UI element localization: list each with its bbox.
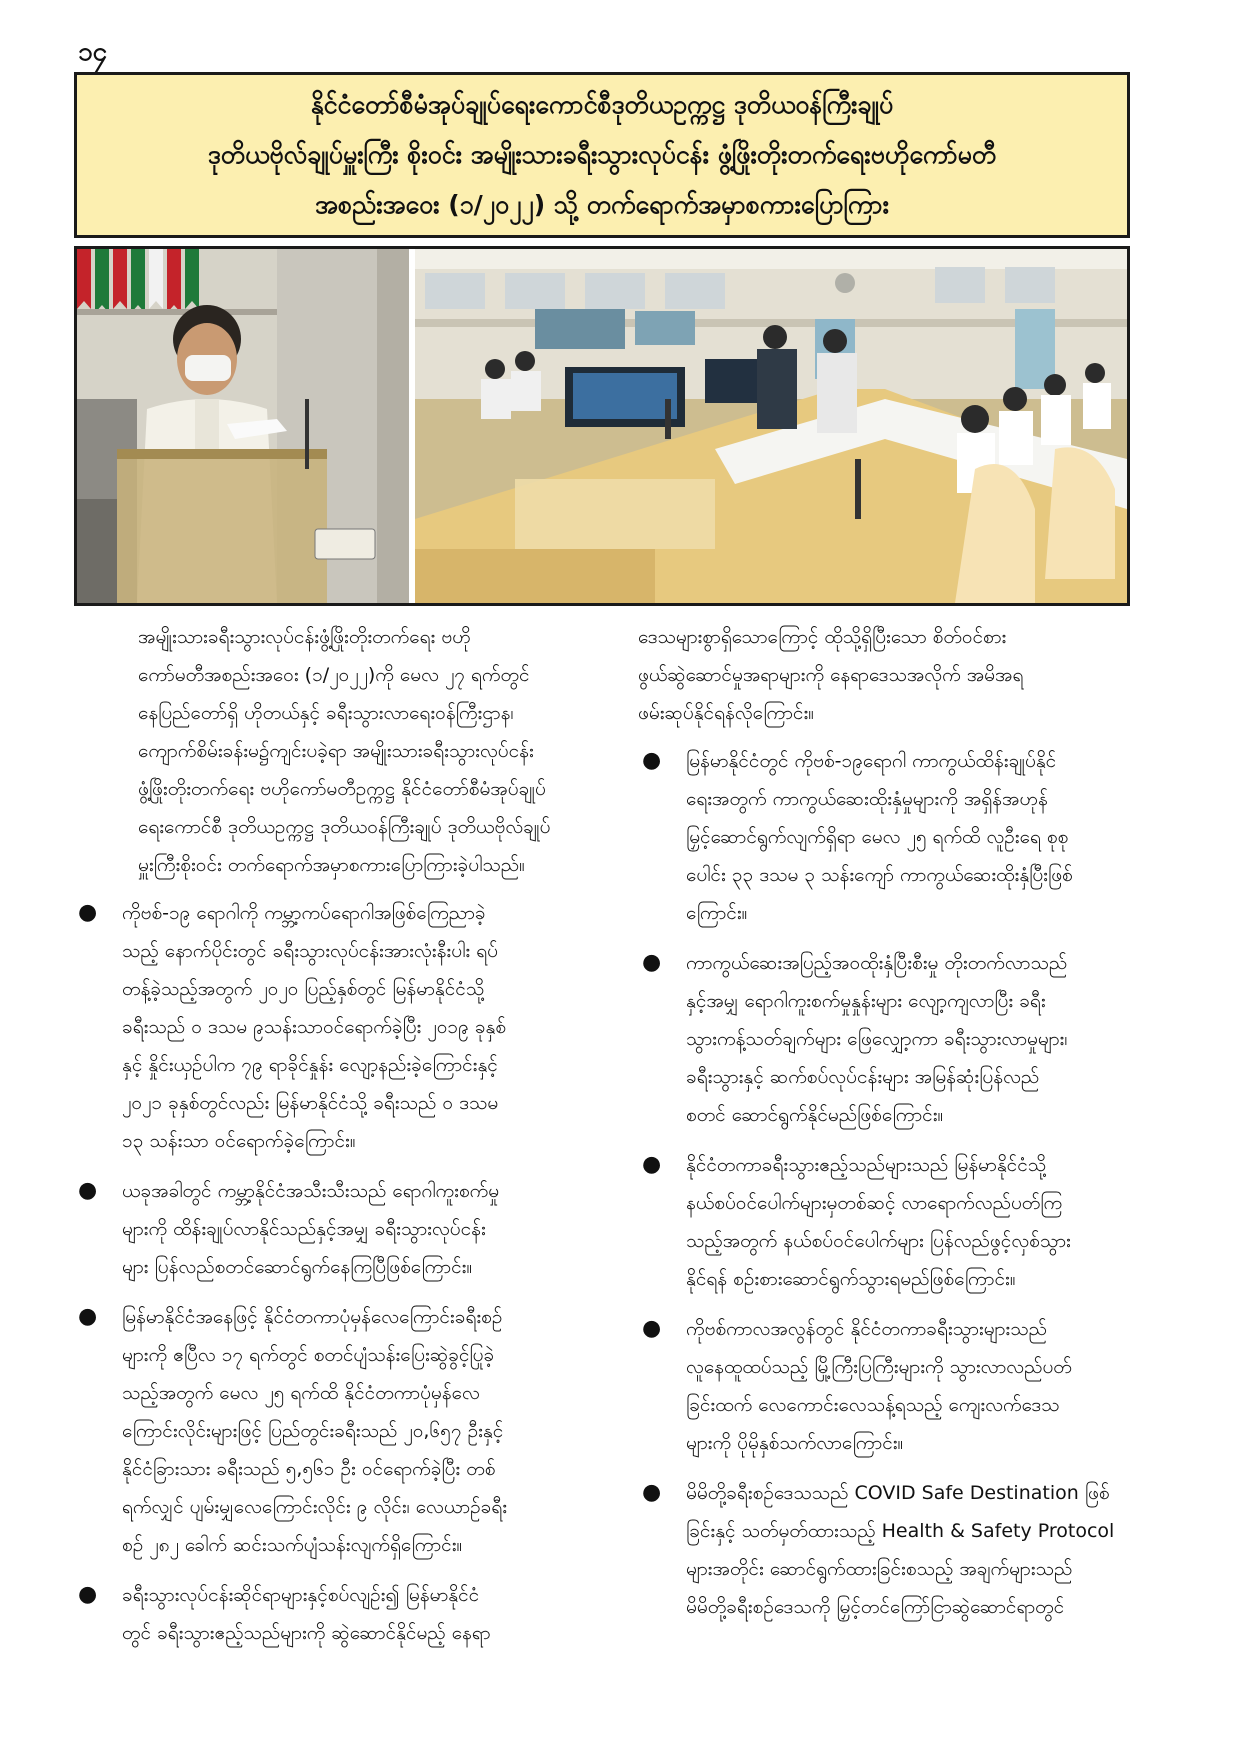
bullet-line: ကာကွယ်ဆေးအပြည့်အဝထိုးနှံပြီးစီးမှု တိုးတက်လာသည် xyxy=(686,952,1068,974)
bullet-line: ကိုဗစ်ကာလအလွန်တွင် နိုင်ငံတကာခရီးသွားများသည် xyxy=(686,1318,1047,1340)
intro-line: နေပြည်တော်ရှိ ဟိုတယ်နှင့် ခရီးသွားလာရေးဝန်ကြီးဌာန၊ xyxy=(138,702,514,724)
bullet-line: ခြင်းနှင့် သတ်မှတ်ထားသည့် Health & Safety Protocol xyxy=(686,1520,1115,1542)
bullet-item xyxy=(638,1146,1160,1298)
bullet-dot-icon: ● xyxy=(78,1178,98,1203)
bullet-line: သည့်အတွက် နယ်စပ်ဝင်ပေါက်များ ပြန်လည်ဖွင့်လှစ်သွား xyxy=(686,1230,1071,1252)
bullet-line: နိုင်ငံတကာခရီးသွားဧည့်သည်များသည် မြန်မာနိုင်ငံသို့ xyxy=(686,1154,1047,1176)
headline-line-3: အစည်းအဝေး (၁/၂၀၂၂) သို့ တက်ရောက်အမှာစကားပြောကြား xyxy=(315,190,889,219)
continuation-paragraph xyxy=(638,618,1160,732)
bullet-line: မိမိတို့ခရီးစဉ်ဒေသကို မြှင့်တင်ကြော်ငြာဆွဲဆောင်ရာတွင် xyxy=(686,1596,1065,1618)
bullet-line: ခရီးသွားနှင့် ဆက်စပ်လုပ်ငန်းများ အမြန်ဆုံးပြန်လည် xyxy=(686,1066,1040,1088)
meeting-hall-illustration xyxy=(415,249,1127,603)
bullet-line: မြန်မာနိုင်ငံအနေဖြင့် နိုင်ငံတကာပုံမှန်လေကြောင်းခရီးစဉ် xyxy=(122,1306,503,1328)
bullet-line: နှင့်အမျှ ရောဂါကူးစက်မှုနှုန်းများ လျော့ကျလာပြီး ခရီး xyxy=(686,990,1046,1012)
left-column xyxy=(74,618,604,1664)
bullet-line: နိုင်ငံခြားသား ခရီးသည် ၅,၅၆၁ ဦး ဝင်ရောက်ခဲ့ပြီး တစ် xyxy=(122,1458,496,1480)
bullet-dot-icon: ● xyxy=(642,950,662,975)
bullet-line: မြန်မာနိုင်ငံတွင် ကိုဗစ်-၁၉ရောဂါ ကာကွယ်ထိန်းချုပ်နိုင် xyxy=(686,750,1057,772)
bullet-dot-icon: ● xyxy=(642,1316,662,1341)
bullet-dot-icon: ● xyxy=(642,1152,662,1177)
intro-line: ကျောက်စိမ်းခန်းမ၌ကျင်းပခဲ့ရာ အမျိုးသားခရီးသွားလုပ်ငန်း xyxy=(138,740,534,762)
bullet-line: သွားကန့်သတ်ချက်များ ဖြေလျှော့ကာ ခရီးသွားလာမှုများ၊ xyxy=(686,1028,1068,1050)
bullet-dot-icon: ● xyxy=(78,900,98,925)
continuation-line: ဖွယ်ဆွဲဆောင်မှုအရာများကို နေရာဒေသအလိုက် အမိအရ xyxy=(638,664,1024,686)
intro-paragraph xyxy=(74,618,604,884)
bullet-line: ကြောင်းလိုင်းများဖြင့် ပြည်တွင်းခရီးသည် ၂၀,၆၅၇ ဦးနှင့် xyxy=(122,1420,504,1442)
bullet-line: ကြောင်း။ xyxy=(686,902,748,924)
bullet-line: များအတိုင်း ဆောင်ရွက်ထားခြင်းစသည့် အချက်များသည် xyxy=(686,1558,1073,1580)
bullet-line: ယခုအခါတွင် ကမ္ဘာ့နိုင်ငံအသီးသီးသည် ရောဂါကူးစက်မှု xyxy=(122,1180,500,1202)
intro-line: ရေးကောင်စီ ဒုတိယဥက္ကဋ္ဌ ဒုတိယဝန်ကြီးချုပ် ဒုတိယဗိုလ်ချုပ် xyxy=(138,816,551,838)
headline-box xyxy=(74,72,1130,238)
bullet-dot-icon: ● xyxy=(642,748,662,773)
bullet-line: များကို ထိန်းချုပ်လာနိုင်သည်နှင့်အမျှ ခရီးသွားလုပ်ငန်း xyxy=(122,1218,486,1240)
bullet-line: နှင့် နှိုင်းယှဉ်ပါက ၇၉ ရာခိုင်နှုန်း လျော့နည်းခဲ့ကြောင်းနှင့် xyxy=(122,1054,498,1076)
intro-line: ကော်မတီအစည်းအဝေး (၁/၂၀၂၂)ကို မေလ ၂၇ ရက်တွင် xyxy=(138,664,530,686)
bullet-item xyxy=(74,1298,604,1564)
bullet-dot-icon: ● xyxy=(78,1582,98,1607)
bullet-line: နယ်စပ်ဝင်ပေါက်များမှတစ်ဆင့် လာရောက်လည်ပတ်ကြ xyxy=(686,1192,1063,1214)
speaker-photo-illustration xyxy=(77,249,409,603)
bullet-line: မိမိတို့ခရီးစဉ်ဒေသသည် COVID Safe Destination ဖြစ် xyxy=(686,1482,1110,1504)
meeting-hall-photo xyxy=(415,249,1127,603)
bullet-line: များကို ဧပြီလ ၁၇ ရက်တွင် စတင်ပျံသန်းပြေးဆွဲခွင့်ပြုခဲ့ xyxy=(122,1344,495,1366)
bullet-line: ၂၀၂၁ ခုနှစ်တွင်လည်း မြန်မာနိုင်ငံသို့ ခရီးသည် ၀ ဒသမ xyxy=(122,1092,499,1114)
bullet-line: ခရီးသည် ၀ ဒသမ ၉သန်းသာဝင်ရောက်ခဲ့ပြီး ၂၀၁၉ ခုနှစ် xyxy=(122,1016,507,1038)
continuation-line: ဒေသများစွာရှိသောကြောင့် ထိုသို့ရှိပြီးသော စိတ်ဝင်စား xyxy=(638,626,1007,648)
bullet-item xyxy=(74,894,604,1160)
bullet-line: ကိုဗစ်-၁၉ ရောဂါကို ကမ္ဘာ့ကပ်ရောဂါအဖြစ်ကြေညာခဲ့ xyxy=(122,902,486,924)
photo-collage xyxy=(74,246,1130,606)
bullet-item xyxy=(638,742,1160,932)
bullet-dot-icon: ● xyxy=(642,1480,662,1505)
bullet-item xyxy=(638,1474,1160,1626)
intro-line: မှူးကြီးစိုးဝင်း တက်ရောက်အမှာစကားပြောကြားခဲ့ပါသည်။ xyxy=(138,854,525,876)
intro-line: ဖွံ့ဖြိုးတိုးတက်ရေး ဗဟိုကော်မတီဥက္ကဋ္ဌ နိုင်ငံတော်စီမံအုပ်ချုပ် xyxy=(138,778,546,800)
continuation-line: ဖမ်းဆုပ်နိုင်ရန်လိုကြောင်း။ xyxy=(638,702,815,724)
bullet-line: နိုင်ရန် စဉ်းစားဆောင်ရွက်သွားရမည်ဖြစ်ကြောင်း။ xyxy=(686,1268,1016,1290)
bullet-line: စတင် ဆောင်ရွက်နိုင်မည်ဖြစ်ကြောင်း။ xyxy=(686,1104,944,1126)
bullet-line: များကို ပိုမိုနှစ်သက်လာကြောင်း။ xyxy=(686,1432,904,1454)
bullet-item xyxy=(638,944,1160,1134)
speaker-photo xyxy=(77,249,409,603)
bullet-dot-icon: ● xyxy=(78,1304,98,1329)
right-column xyxy=(638,618,1160,1638)
bullet-line: စဉ် ၂၈၂ ခေါက် ဆင်းသက်ပျံသန်းလျက်ရှိကြောင်း။ xyxy=(122,1534,463,1556)
bullet-line: တွင် ခရီးသွားဧည့်သည်များကို ဆွဲဆောင်နိုင်မည့် နေရာ xyxy=(122,1622,491,1644)
headline-line-1: နိုင်ငံတော်စီမံအုပ်ချုပ်ရေးကောင်စီဒုတိယဥက္ကဋ္ဌ ဒုတိယဝန်ကြီးချုပ် xyxy=(310,90,894,119)
bullet-line: လူနေထူထပ်သည့် မြို့ကြီးပြကြီးများကို သွားလာလည်ပတ် xyxy=(686,1356,1072,1378)
bullet-line: သည့် နောက်ပိုင်းတွင် ခရီးသွားလုပ်ငန်းအားလုံးနီးပါး ရပ် xyxy=(122,940,498,962)
bullet-line: များ ပြန်လည်စတင်ဆောင်ရွက်နေကြပြီဖြစ်ကြောင်း။ xyxy=(122,1256,473,1278)
page-number: ၁၄ xyxy=(78,37,108,67)
bullet-line: ရေးအတွက် ကာကွယ်ဆေးထိုးနှံမှုများကို အရှိန်အဟုန် xyxy=(686,788,1048,810)
bullet-item xyxy=(638,1310,1160,1462)
bullet-line: ခြင်းထက် လေကောင်းလေသန့်ရသည့် ကျေးလက်ဒေသ xyxy=(686,1394,1060,1416)
bullet-line: သည့်အတွက် မေလ ၂၅ ရက်ထိ နိုင်ငံတကာပုံမှန်လေ xyxy=(122,1382,480,1404)
bullet-item xyxy=(74,1576,604,1652)
headline-line-2: ဒုတိယဗိုလ်ချုပ်မှူးကြီး စိုးဝင်း အမျိုးသားခရီးသွားလုပ်ငန်း ဖွံ့ဖြိုးတိုးတက်ရေးဗဟိုကော်မတီ xyxy=(207,140,997,169)
bullet-item xyxy=(74,1172,604,1286)
bullet-line: ရက်လျှင် ပျမ်းမျှလေကြောင်းလိုင်း ၉ လိုင်း၊ လေယာဉ်ခရီး xyxy=(122,1496,508,1518)
bullet-line: တန့်ခဲ့သည့်အတွက် ၂၀၂၀ ပြည့်နှစ်တွင် မြန်မာနိုင်ငံသို့ xyxy=(122,978,485,1000)
bullet-line: ခရီးသွားလုပ်ငန်းဆိုင်ရာများနှင့်စပ်လျဉ်း၍ မြန်မာနိုင်ငံ xyxy=(122,1584,480,1606)
bullet-line: ၁၃ သန်းသာ ဝင်ရောက်ခဲ့ကြောင်း။ xyxy=(122,1130,356,1152)
bullet-line: မြှင့်ဆောင်ရွက်လျက်ရှိရာ မေလ ၂၅ ရက်ထိ လူဦးရေ စုစု xyxy=(686,826,1069,848)
bullet-line: ပေါင်း ၃၃ ဒသမ ၃ သန်းကျော် ကာကွယ်ဆေးထိုးနှံပြီးဖြစ် xyxy=(686,864,1073,886)
intro-line: အမျိုးသားခရီးသွားလုပ်ငန်းဖွံ့ဖြိုးတိုးတက်ရေး ဗဟို xyxy=(138,626,471,648)
